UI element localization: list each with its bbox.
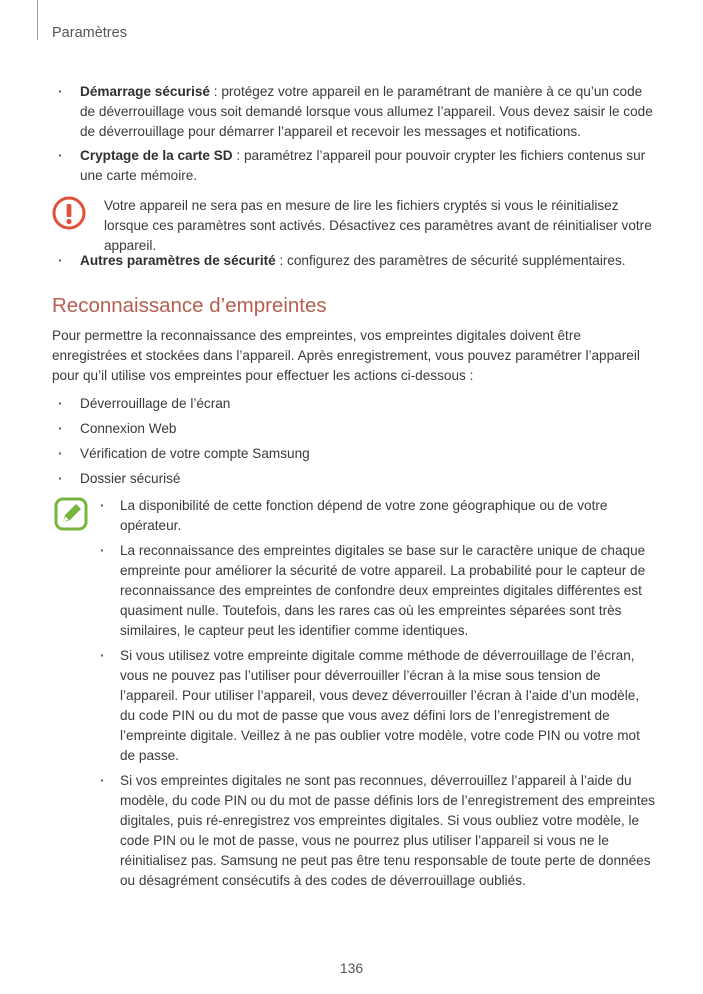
security-item-label: Cryptage de la carte SD xyxy=(80,148,233,163)
header-rule xyxy=(37,0,38,40)
security-item-text: : protégez votre appareil en le paramétrant de manière à ce qu’un code de déverrouillage vous soit demandé lorsque vous allumez l’appareil. Vous devez saisir le code de déverrouillage pour démarrer l’appareil et recevoir les messages et notifications. xyxy=(80,84,653,139)
other-security xyxy=(80,251,658,271)
security-item-text: : configurez des paramètres de sécurité supplémentaires. xyxy=(275,253,626,268)
list-item: · Dossier sécurisé xyxy=(80,469,640,489)
fingerprint-actions-list xyxy=(80,394,640,489)
security-item-secure-startup xyxy=(80,82,658,142)
security-list xyxy=(80,82,658,186)
note-item: · Si vos empreintes digitales ne sont pas reconnues, déverrouillez l’appareil à l’aide du modèle, du code PIN ou du mot de passe définis lors de l’enregistrement des empreintes digitales, puis ré-enregistrez vos empreintes digitales. Si vous oubliez votre modèle, le code PIN ou le mot de passe, vous ne pourrez plus utiliser l’appareil si vous ne le réinitialisez pas. Samsung ne peut pas être tenu responsable de toute perte de données ou désagrément consécutifs à des codes de déverrouillage oubliés. xyxy=(120,771,655,891)
list-item: · Connexion Web xyxy=(80,419,640,439)
security-item-sd-encryption xyxy=(80,146,658,186)
exclamation-icon xyxy=(52,196,86,230)
security-item-label: Démarrage sécurisé xyxy=(80,84,210,99)
note-item: · La reconnaissance des empreintes digitales se base sur le caractère unique de chaque empreinte pour améliorer la sécurité de votre appareil. La probabilité pour le capteur de reconnaissance des empreintes de confondre deux empreintes digitales différentes est quasiment nulle. Toutefois, dans les rares cas où les empreintes séparées sont très similaires, le capteur peut les identifier comme identiques. xyxy=(120,541,655,641)
pencil-note-icon xyxy=(54,497,88,531)
warning-text: Votre appareil ne sera pas en mesure de lire les fichiers cryptés si vous le réinitialisez lorsque ces paramètres sont activés. Désactivez ces paramètres avant de réinitialiser votre appareil. xyxy=(104,198,652,253)
security-item-text: : paramétrez l’appareil pour pouvoir crypter les fichiers contenus sur une carte mémoire. xyxy=(80,148,646,183)
section-title: Reconnaissance d’empreintes xyxy=(52,294,327,317)
list-item: · Déverrouillage de l’écran xyxy=(80,394,640,414)
security-item-other xyxy=(80,251,658,271)
security-item-label: Autres paramètres de sécurité xyxy=(80,253,276,268)
note-list xyxy=(120,496,655,891)
note-item: · Si vous utilisez votre empreinte digitale comme méthode de déverrouillage de l’écran, vous ne pouvez pas l’utiliser pour déverrouiller l’écran à la mise sous tension de l’appareil. Pour utiliser l’appareil, vous devez déverrouiller l’écran à l’aide d’un modèle, du code PIN ou du mot de passe que vous avez défini lors de l’enregistrement de l’empreinte digitale. Veillez à ne pas oublier votre modèle, votre code PIN ou votre mot de passe. xyxy=(120,646,655,766)
page-number: 136 xyxy=(339,960,364,976)
list-item: · Vérification de votre compte Samsung xyxy=(80,444,640,464)
note-item: · La disponibilité de cette fonction dépend de votre zone géographique ou de votre opérateur. xyxy=(120,496,655,536)
page-header: Paramètres xyxy=(52,25,127,41)
section-intro: Pour permettre la reconnaissance des empreintes, vos empreintes digitales doivent être enregistrées et stockées dans l’appareil. Après enregistrement, vous pouvez paramétrer l’appareil pour qu’il utilise vos empreintes pour effectuer les actions ci-dessous : xyxy=(52,328,640,383)
